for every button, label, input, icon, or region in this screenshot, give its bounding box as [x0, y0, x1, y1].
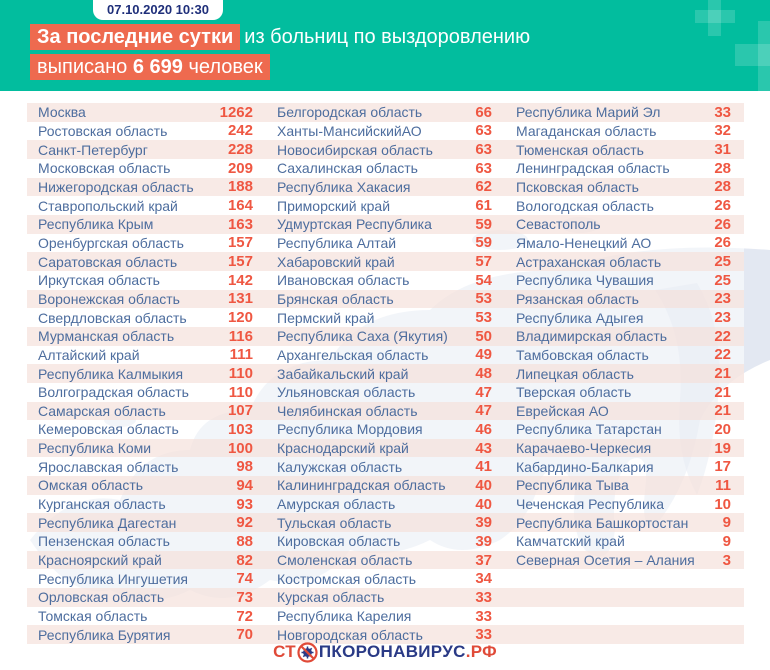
table-cell	[505, 234, 744, 253]
table-cell	[27, 178, 266, 197]
table-cell	[27, 495, 266, 514]
table-row	[27, 569, 744, 588]
table-cell	[505, 551, 744, 570]
table-row	[27, 420, 744, 439]
region-recovered-value: 20	[714, 420, 731, 438]
region-recovered-value: 10	[714, 495, 731, 513]
region-name: Самарская область	[38, 402, 166, 419]
table-cell	[266, 196, 505, 215]
region-recovered-value: 62	[475, 178, 492, 196]
table-row	[27, 159, 744, 178]
region-name: Томская область	[38, 608, 148, 625]
table-cell	[266, 551, 505, 570]
region-name: Санкт-Петербург	[38, 141, 148, 158]
medical-cross-decoration	[610, 0, 770, 91]
table-row	[27, 607, 744, 626]
table-cell	[27, 122, 266, 141]
region-name: Курская область	[277, 589, 385, 606]
region-name: Архангельская область	[277, 346, 429, 363]
footer	[0, 638, 770, 666]
region-recovered-value: 131	[227, 290, 253, 308]
region-name: Северная Осетия – Алания	[516, 552, 695, 569]
table-cell	[27, 476, 266, 495]
region-recovered-value: 61	[475, 197, 492, 215]
table-cell	[266, 495, 505, 514]
table-row	[27, 196, 744, 215]
table-cell	[266, 476, 505, 495]
region-recovered-value: 70	[236, 626, 253, 644]
region-name: Республика Чувашия	[516, 272, 654, 289]
region-name: Удмуртская Республика	[277, 216, 432, 233]
table-row	[27, 457, 744, 476]
table-cell	[505, 346, 744, 365]
region-recovered-value: 120	[227, 309, 253, 327]
region-name: Пермский край	[277, 309, 375, 326]
table-cell	[505, 513, 744, 532]
headline-rest: из больниц по выздоровлению	[244, 26, 531, 48]
table-cell	[505, 103, 744, 122]
region-name: Забайкальский край	[277, 365, 409, 382]
table-row	[27, 402, 744, 421]
table-cell	[505, 402, 744, 421]
table-row	[27, 383, 744, 402]
region-name: Хабаровский край	[277, 253, 395, 270]
region-name: Кировская область	[277, 533, 401, 550]
table-cell	[27, 402, 266, 421]
table-cell	[27, 569, 266, 588]
region-recovered-value: 111	[229, 346, 253, 364]
region-recovered-value: 50	[475, 327, 492, 345]
region-name: Саратовская область	[38, 253, 178, 270]
region-recovered-value: 63	[475, 122, 492, 140]
region-recovered-value: 209	[227, 159, 253, 177]
region-name: Нижегородская область	[38, 178, 194, 195]
table-cell	[27, 420, 266, 439]
region-recovered-value: 82	[236, 551, 253, 569]
table-row	[27, 364, 744, 383]
table-row	[27, 271, 744, 290]
region-recovered-value: 59	[475, 234, 492, 252]
table-cell	[266, 513, 505, 532]
region-name: Волгоградская область	[38, 384, 189, 401]
line2-prefix: выписано	[37, 56, 128, 78]
region-recovered-value: 107	[227, 402, 253, 420]
region-name: Рязанская область	[516, 290, 639, 307]
region-name: Ивановская область	[277, 272, 410, 289]
table-cell	[27, 215, 266, 234]
logo-prefix: СТ	[273, 642, 296, 661]
region-recovered-value: 23	[714, 309, 731, 327]
region-recovered-value: 11	[715, 476, 731, 494]
no-virus-icon	[297, 642, 318, 663]
region-recovered-value: 33	[475, 607, 492, 625]
region-name: Калининградская область	[277, 477, 446, 494]
table-cell	[266, 234, 505, 253]
table-cell	[27, 290, 266, 309]
region-recovered-value: 157	[227, 234, 253, 252]
table-cell	[27, 103, 266, 122]
table-cell	[266, 290, 505, 309]
region-recovered-value: 40	[475, 495, 492, 513]
region-name: Республика Хакасия	[277, 178, 411, 195]
table-cell	[27, 551, 266, 570]
table-cell	[266, 439, 505, 458]
table-cell	[266, 588, 505, 607]
table-row	[27, 513, 744, 532]
region-recovered-value: 37	[475, 551, 492, 569]
table-cell	[266, 346, 505, 365]
table-cell	[27, 327, 266, 346]
region-name: Республика Дагестан	[38, 514, 177, 531]
table-cell	[505, 122, 744, 141]
table-cell	[266, 607, 505, 626]
table-cell	[266, 271, 505, 290]
table-cell	[505, 178, 744, 197]
region-recovered-value: 26	[714, 234, 731, 252]
table-cell	[505, 476, 744, 495]
logo-middle: ПКОРОНАВИРУС	[318, 642, 466, 661]
line2-suffix: человек	[188, 56, 263, 78]
region-recovered-value: 142	[227, 271, 253, 289]
region-name: Амурская область	[277, 496, 396, 513]
region-recovered-value: 28	[714, 178, 731, 196]
table-cell	[505, 159, 744, 178]
region-name: Ленинградская область	[516, 160, 670, 177]
region-name: Республика Крым	[38, 216, 154, 233]
table-row	[27, 234, 744, 253]
table-row	[27, 588, 744, 607]
region-name: Иркутская область	[38, 272, 160, 289]
table-cell	[505, 215, 744, 234]
table-cell	[505, 569, 744, 588]
region-recovered-value: 72	[236, 607, 253, 625]
region-recovered-value: 110	[228, 383, 253, 401]
table-row	[27, 103, 744, 122]
table-cell	[27, 383, 266, 402]
table-cell	[27, 532, 266, 551]
region-name: Республика Ингушетия	[38, 570, 189, 587]
table-row	[27, 140, 744, 159]
region-recovered-value: 39	[475, 532, 492, 550]
region-recovered-value: 31	[714, 141, 731, 159]
region-recovered-value: 63	[475, 141, 492, 159]
region-recovered-value: 21	[714, 402, 731, 420]
table-row	[27, 327, 744, 346]
region-recovered-value: 25	[714, 253, 731, 271]
table-cell	[505, 196, 744, 215]
table-row	[27, 178, 744, 197]
table-row	[27, 495, 744, 514]
table-cell	[27, 439, 266, 458]
table-cell	[266, 252, 505, 271]
region-name: Тверская область	[516, 384, 632, 401]
region-name: Кемеровская область	[38, 421, 179, 438]
table-cell	[505, 290, 744, 309]
region-recovered-value: 33	[714, 103, 731, 121]
region-recovered-value: 228	[227, 141, 253, 159]
region-name: Краснодарский край	[277, 440, 409, 457]
region-name: Ярославская область	[38, 458, 179, 475]
region-name: Псковская область	[516, 178, 639, 195]
region-name: Магаданская область	[516, 122, 657, 139]
region-name: Московская область	[38, 160, 171, 177]
region-name: Орловская область	[38, 589, 165, 606]
table-cell	[27, 346, 266, 365]
table-cell	[505, 607, 744, 626]
table-cell	[505, 588, 744, 607]
region-recovered-value: 39	[475, 514, 492, 532]
region-recovered-value: 23	[714, 290, 731, 308]
region-name: Республика Тыва	[516, 477, 629, 494]
region-recovered-value: 17	[714, 458, 731, 476]
region-name: Приморский край	[277, 197, 391, 214]
region-name: Республика Мордовия	[277, 421, 423, 438]
table-cell	[266, 122, 505, 141]
region-name: Республика Адыгея	[516, 309, 644, 326]
region-recovered-value: 48	[475, 365, 492, 383]
table-cell	[505, 140, 744, 159]
region-name: Сахалинская область	[277, 160, 418, 177]
region-recovered-value: 22	[714, 327, 731, 345]
region-recovered-value: 26	[714, 197, 731, 215]
region-name: Свердловская область	[38, 309, 187, 326]
table-row	[27, 122, 744, 141]
region-recovered-value: 116	[228, 327, 253, 345]
region-name: Липецкая область	[516, 365, 634, 382]
table-cell	[27, 607, 266, 626]
region-recovered-value: 100	[227, 439, 253, 457]
region-recovered-value: 21	[714, 383, 731, 401]
region-recovered-value: 33	[475, 588, 492, 606]
table-cell	[266, 308, 505, 327]
table-cell	[27, 588, 266, 607]
table-cell	[266, 159, 505, 178]
region-name: Белгородская область	[277, 104, 423, 121]
region-name: Ставропольский край	[38, 197, 178, 214]
table-cell	[266, 178, 505, 197]
region-recovered-value: 110	[228, 365, 253, 383]
region-recovered-value: 73	[236, 588, 253, 606]
region-name: Смоленская область	[277, 552, 413, 569]
table-cell	[505, 457, 744, 476]
table-cell	[27, 234, 266, 253]
logo-suffix: .РФ	[465, 642, 497, 661]
table-cell	[505, 308, 744, 327]
headline-line1	[30, 23, 530, 51]
headline	[30, 23, 530, 81]
region-name: Калужская область	[277, 458, 403, 475]
table-cell	[505, 327, 744, 346]
table-cell	[266, 457, 505, 476]
region-name: Севастополь	[516, 216, 601, 233]
table-cell	[27, 364, 266, 383]
region-recovered-value: 47	[475, 402, 492, 420]
region-name: Еврейская АО	[516, 402, 609, 419]
table-row	[27, 252, 744, 271]
region-name: Ульяновская область	[277, 384, 416, 401]
region-recovered-value: 28	[714, 159, 731, 177]
region-recovered-value: 46	[475, 420, 492, 438]
region-recovered-value: 92	[236, 514, 253, 532]
region-name: Карачаево-Черкесия	[516, 440, 652, 457]
region-recovered-value: 25	[714, 271, 731, 289]
region-recovered-value: 88	[236, 532, 253, 550]
region-recovered-value: 54	[475, 271, 492, 289]
region-recovered-value: 41	[475, 458, 492, 476]
region-recovered-value: 98	[236, 458, 253, 476]
table-cell	[266, 383, 505, 402]
region-recovered-value: 9	[722, 532, 731, 550]
table-row	[27, 346, 744, 365]
headline-highlight: За последние сутки	[30, 24, 240, 50]
headline-line2-box	[30, 54, 270, 80]
region-recovered-value: 34	[475, 570, 492, 588]
region-recovered-value: 47	[475, 383, 492, 401]
table-cell	[505, 383, 744, 402]
table-cell	[266, 420, 505, 439]
region-recovered-value: 1262	[219, 103, 253, 121]
region-recovered-value: 66	[475, 103, 492, 121]
region-recovered-value: 9	[722, 514, 731, 532]
region-recovered-value: 74	[236, 570, 253, 588]
region-name: Тульская область	[277, 514, 392, 531]
region-name: Костромская область	[277, 570, 417, 587]
table-cell	[505, 364, 744, 383]
region-name: Ямало-Ненецкий АО	[516, 234, 652, 251]
region-name: Челябинская область	[277, 402, 418, 419]
region-recovered-value: 33	[475, 626, 492, 644]
table-row	[27, 290, 744, 309]
region-recovered-value: 26	[714, 215, 731, 233]
region-name: Алтайский край	[38, 346, 140, 363]
table-cell	[27, 457, 266, 476]
region-recovered-value: 93	[236, 495, 253, 513]
table-cell	[505, 495, 744, 514]
table-row	[27, 551, 744, 570]
region-name: Республика Башкортостан	[516, 514, 689, 531]
table-cell	[505, 420, 744, 439]
table-cell	[27, 159, 266, 178]
region-recovered-value: 103	[227, 420, 253, 438]
region-name: Ханты-МансийскийАО	[277, 122, 422, 139]
region-name: Камчатский край	[516, 533, 625, 550]
region-recovered-value: 63	[475, 159, 492, 177]
region-name: Республика Бурятия	[38, 626, 171, 643]
region-name: Курганская область	[38, 496, 166, 513]
timestamp-badge	[93, 0, 223, 20]
table-cell	[27, 196, 266, 215]
table-cell	[27, 513, 266, 532]
table-cell	[266, 140, 505, 159]
table-cell	[505, 532, 744, 551]
region-recovered-value: 59	[475, 215, 492, 233]
table-cell	[266, 402, 505, 421]
region-recovered-value: 3	[722, 551, 731, 569]
region-name: Москва	[38, 104, 86, 121]
region-name: Астраханская область	[516, 253, 662, 270]
region-name: Республика Алтай	[277, 234, 397, 251]
region-name: Чеченская Республика	[516, 496, 664, 513]
line2-value: 6 699	[132, 56, 183, 78]
region-recovered-value: 163	[227, 215, 253, 233]
table-cell	[266, 215, 505, 234]
region-recovered-value: 32	[714, 122, 731, 140]
region-name: Мурманская область	[38, 328, 175, 345]
table-row	[27, 308, 744, 327]
table-cell	[505, 439, 744, 458]
region-recovered-value: 22	[714, 346, 731, 364]
region-recovered-value: 49	[475, 346, 492, 364]
table-row	[27, 439, 744, 458]
region-recovered-value: 43	[475, 439, 492, 457]
region-recovered-value: 21	[714, 365, 731, 383]
region-name: Ростовская область	[38, 122, 168, 139]
table-cell	[505, 271, 744, 290]
region-name: Вологодская область	[516, 197, 654, 214]
region-name: Красноярский край	[38, 552, 162, 569]
region-name: Тюменская область	[516, 141, 644, 158]
table-cell	[266, 103, 505, 122]
region-recovered-value: 188	[227, 178, 253, 196]
region-recovered-value: 94	[236, 476, 253, 494]
region-name: Республика Марий Эл	[516, 104, 661, 121]
region-name: Кабардино-Балкария	[516, 458, 654, 475]
table-row	[27, 215, 744, 234]
region-recovered-value: 57	[475, 253, 492, 271]
region-recovered-value: 242	[227, 122, 253, 140]
region-recovered-value: 157	[227, 253, 253, 271]
region-name: Воронежская область	[38, 290, 180, 307]
table-cell	[27, 308, 266, 327]
table-cell	[27, 271, 266, 290]
table-row	[27, 476, 744, 495]
region-name: Брянская область	[277, 290, 394, 307]
region-recovered-value: 164	[227, 197, 253, 215]
region-recovered-value: 19	[714, 439, 731, 457]
regions-table	[27, 103, 744, 644]
region-recovered-value: 53	[475, 309, 492, 327]
region-name: Республика Калмыкия	[38, 365, 184, 382]
table-cell	[27, 140, 266, 159]
table-cell	[266, 569, 505, 588]
region-name: Оренбургская область	[38, 234, 184, 251]
region-name: Республика Татарстан	[516, 421, 662, 438]
header-banner	[0, 0, 770, 91]
region-name: Владимирская область	[516, 328, 668, 345]
region-name: Новосибирская область	[277, 141, 433, 158]
table-cell	[27, 252, 266, 271]
region-recovered-value: 53	[475, 290, 492, 308]
headline-line2	[30, 53, 530, 81]
timestamp-text: 07.10.2020 10:30	[107, 2, 209, 17]
table-cell	[505, 252, 744, 271]
table-cell	[266, 327, 505, 346]
region-name: Тамбовская область	[516, 346, 649, 363]
region-name: Республика Саха (Якутия)	[277, 328, 448, 345]
table-row	[27, 532, 744, 551]
table-cell	[266, 364, 505, 383]
region-name: Республика Коми	[38, 440, 152, 457]
region-name: Омская область	[38, 477, 144, 494]
region-name: Республика Карелия	[277, 608, 412, 625]
table-cell	[266, 532, 505, 551]
region-recovered-value: 40	[475, 476, 492, 494]
region-name: Новгородская область	[277, 626, 423, 643]
region-name: Пензенская область	[38, 533, 170, 550]
